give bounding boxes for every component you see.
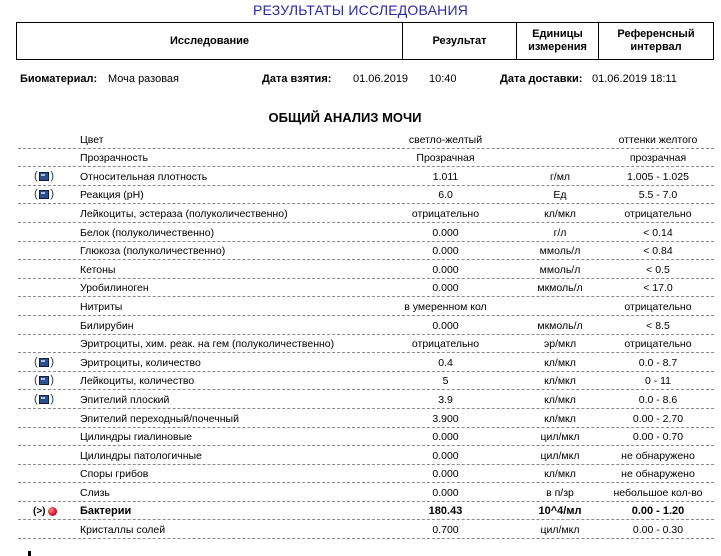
report-title: РЕЗУЛЬТАТЫ ИССЛЕДОВАНИЯ: [252, 2, 469, 18]
test-name: Эпителий плоский: [80, 393, 170, 406]
test-unit: г/л: [553, 226, 567, 239]
test-unit: в п/зр: [546, 486, 574, 499]
header-ref-line2: интервал: [630, 41, 682, 53]
test-value: 0.000: [432, 486, 459, 499]
test-name: Нитриты: [80, 300, 123, 313]
test-reference: 0.0 - 8.7: [638, 356, 678, 369]
table-row: [18, 149, 714, 168]
delivery-label: Дата доставки:: [500, 73, 583, 85]
table-row: [18, 260, 714, 279]
test-unit: кл/мкл: [544, 393, 576, 406]
test-value: 3.9: [438, 393, 453, 406]
test-value: 0.4: [438, 356, 453, 369]
test-name: Кристаллы солей: [80, 524, 166, 537]
table-row: [18, 428, 714, 447]
test-value: 0.000: [432, 282, 459, 295]
test-name: Эпителий переходный/почечный: [80, 412, 239, 425]
taken-date: 01.06.2019: [353, 73, 409, 85]
test-name: Цилиндры патологичные: [80, 449, 202, 462]
test-value: 3.900: [432, 412, 459, 425]
test-value: 0.000: [432, 468, 459, 481]
test-value: в умеренном кол: [404, 300, 487, 313]
test-unit: цил/мкл: [540, 449, 580, 462]
table-row: [18, 279, 714, 298]
table-row: [18, 297, 714, 316]
test-name: Слизь: [80, 486, 110, 499]
test-value: 0.000: [432, 226, 459, 239]
test-value: 1.011: [432, 170, 459, 183]
header-reference: [599, 23, 713, 59]
delivery-value: 01.06.2019 18:11: [592, 73, 677, 85]
table-row: [18, 335, 714, 354]
table-row: [18, 353, 714, 372]
test-name: Прозрачность: [80, 152, 149, 165]
test-reference: < 0.84: [643, 245, 673, 258]
section-title: ОБЩИЙ АНАЛИЗ МОЧИ: [268, 110, 422, 125]
header-result: Результат: [403, 23, 517, 59]
header-units: [517, 23, 599, 59]
test-reference: отрицательно: [624, 207, 692, 220]
test-reference: отрицательно: [624, 300, 692, 313]
abnormal-flag-text: (>): [33, 506, 46, 518]
table-row: [18, 409, 714, 428]
table-row: [18, 465, 714, 484]
table-row: [18, 242, 714, 261]
test-value: 0.700: [432, 524, 459, 537]
results-table: [18, 130, 714, 539]
test-value: 180.43: [428, 505, 463, 518]
test-reference: не обнаружено: [621, 468, 695, 481]
test-unit: ммоль/л: [539, 263, 581, 276]
test-name: Билирубин: [80, 319, 134, 332]
test-value: светло-желтый: [408, 133, 483, 146]
test-unit: кл/мкл: [544, 207, 576, 220]
test-reference: 0.00 - 0.70: [632, 431, 684, 444]
test-unit: Ед: [553, 189, 567, 202]
test-reference: отрицательно: [624, 338, 692, 351]
note-icon[interactable]: ( ): [34, 169, 54, 182]
test-reference: небольшое кол-во: [613, 486, 703, 499]
test-name: Глюкоза (полуколичественно): [80, 245, 226, 258]
biomaterial-value: Моча разовая: [108, 73, 180, 85]
test-value: 0.000: [432, 431, 459, 444]
note-icon[interactable]: ( ): [34, 392, 54, 405]
test-name: Лейкоциты, эстераза (полуколичественно): [80, 207, 288, 220]
biomaterial-label: Биоматериал:: [20, 73, 98, 85]
test-name: Эритроциты, хим. реак. на гем (полуколичественно): [80, 338, 335, 351]
table-row: [18, 502, 714, 521]
test-value: отрицательно: [411, 338, 480, 351]
table-row: [18, 372, 714, 391]
table-row: [18, 390, 714, 409]
table-row: [18, 483, 714, 502]
table-row: [18, 204, 714, 223]
table-row: [18, 130, 714, 149]
test-unit: кл/мкл: [544, 375, 576, 388]
test-reference: прозрачная: [629, 152, 687, 165]
page-edge-mark: [28, 551, 31, 556]
note-icon[interactable]: ( ): [34, 355, 54, 368]
test-name: Бактерии: [80, 505, 132, 518]
test-reference: < 17.0: [643, 282, 673, 295]
test-reference: 0.0 - 8.6: [638, 393, 678, 406]
test-unit: мкмоль/л: [537, 319, 583, 332]
test-unit: мкмоль/л: [537, 282, 583, 295]
test-unit: кл/мкл: [544, 356, 576, 369]
table-row: [18, 223, 714, 242]
test-name: Цвет: [80, 133, 104, 146]
test-reference: < 0.5: [646, 263, 670, 276]
test-value: 5: [442, 375, 449, 388]
table-row: [18, 316, 714, 335]
test-value: 6.0: [438, 189, 453, 202]
test-unit: кл/мкл: [544, 468, 576, 481]
test-unit: г/мл: [549, 170, 571, 183]
test-name: Белок (полуколичественно): [80, 226, 215, 239]
header-units-line1: Единицы: [532, 28, 583, 40]
test-value: 0.000: [432, 263, 459, 276]
header-study: Исследование: [17, 23, 403, 59]
test-reference: < 8.5: [646, 319, 670, 332]
header-ref-line1: Референсный: [617, 28, 695, 40]
test-reference: 0.00 - 1.20: [631, 505, 685, 518]
test-name: Относительная плотность: [80, 170, 208, 183]
test-reference: 0 - 11: [644, 375, 672, 388]
test-unit: 10^4/мл: [538, 505, 582, 518]
test-value: 0.000: [432, 319, 459, 332]
test-value: Прозрачная: [416, 152, 475, 165]
results-table-header: [16, 22, 714, 60]
table-row: [18, 520, 714, 539]
taken-time: 10:40: [429, 73, 457, 85]
abnormal-flag: [33, 506, 57, 517]
test-name: Лейкоциты, количество: [80, 375, 195, 388]
test-reference: оттенки желтого: [618, 133, 698, 146]
test-unit: цил/мкл: [540, 524, 580, 537]
test-name: Споры грибов: [80, 468, 149, 481]
test-reference: 0.00 - 2.70: [632, 412, 684, 425]
test-reference: < 0.14: [643, 226, 673, 239]
test-reference: не обнаружено: [621, 449, 695, 462]
test-reference: 0.00 - 0.30: [632, 524, 684, 537]
test-value: 0.000: [432, 245, 459, 258]
test-unit: цил/мкл: [540, 431, 580, 444]
test-name: Цилиндры гиалиновые: [80, 431, 192, 444]
test-name: Эритроциты, количество: [80, 356, 201, 369]
test-name: Уробилиноген: [80, 282, 149, 295]
test-value: отрицательно: [411, 207, 480, 220]
test-name: Кетоны: [80, 263, 116, 276]
table-row: [18, 446, 714, 465]
note-icon[interactable]: ( ): [34, 374, 54, 387]
taken-label: Дата взятия:: [262, 73, 332, 85]
header-units-line2: измерения: [528, 41, 587, 53]
table-row: [18, 186, 714, 205]
note-icon[interactable]: ( ): [34, 188, 54, 201]
test-unit: эр/мкл: [543, 338, 577, 351]
sample-info: [0, 72, 721, 86]
table-row: [18, 167, 714, 186]
test-reference: 1.005 - 1.025: [627, 170, 689, 183]
test-unit: кл/мкл: [544, 412, 576, 425]
test-unit: ммоль/л: [539, 245, 581, 258]
alert-dot-icon: [48, 507, 57, 516]
test-value: 0.000: [432, 449, 459, 462]
test-name: Реакция (pH): [80, 189, 144, 202]
test-reference: 5.5 - 7.0: [638, 189, 678, 202]
